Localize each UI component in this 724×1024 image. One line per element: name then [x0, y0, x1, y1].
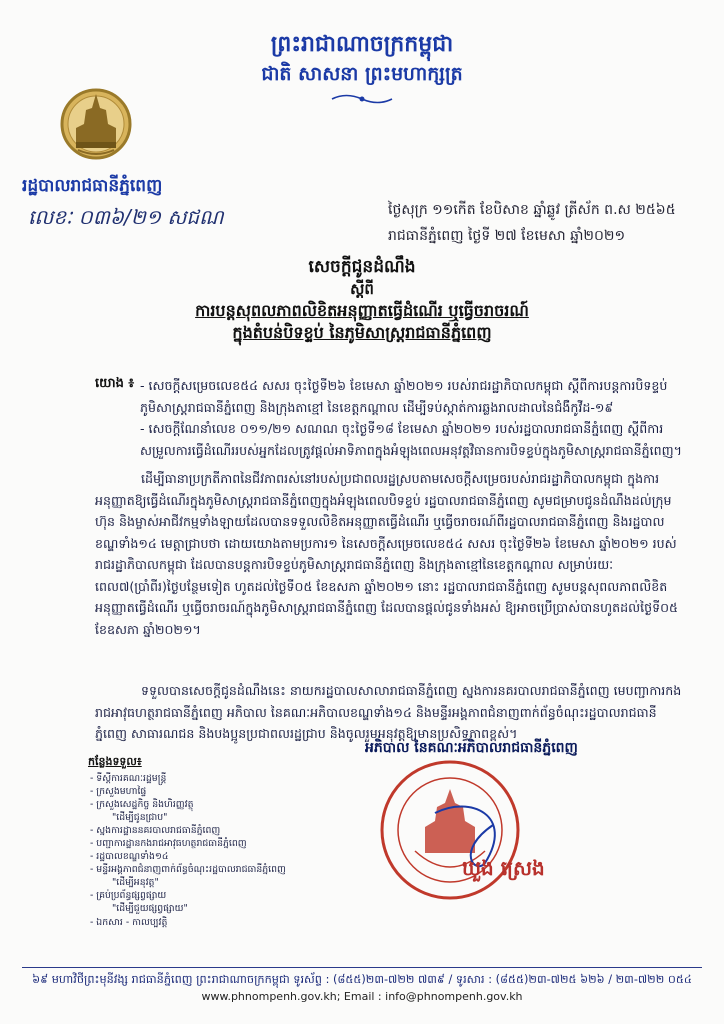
- footer-divider: [22, 967, 702, 968]
- recipient-item: - ទីស្តីការគណៈរដ្ឋមន្ត្រី: [90, 773, 167, 784]
- city-emblem: [58, 80, 134, 168]
- national-motto: ជាតិ សាសនា ព្រះមហាក្សត្រ: [261, 63, 463, 85]
- solar-date: រាជធានីភ្នំពេញ ថ្ងៃទី ២៧ ខែមេសា ឆ្នាំ២០២១: [388, 228, 626, 244]
- reference-number: លេខៈ ០៣៦/២១ សជណ: [28, 205, 224, 229]
- recipient-item: - មន្ទីរអង្គភាពជំនាញពាក់ព័ន្ធចំណុះរដ្ឋបាលរាជធានីភ្នំពេញ: [90, 864, 286, 876]
- references-label: យោង ៖: [95, 376, 135, 391]
- recipient-item: - ស្នងការដ្ឋាននគរបាលរាជធានីភ្នំពេញ: [90, 825, 221, 837]
- notice-subject-label: ស្តីពី: [350, 280, 374, 298]
- lunar-date: ថ្ងៃសុក្រ ១១កើត ខែបិសាខ ឆ្នាំឆ្លូវ ត្រីស័ក ព.ស ២៥៦៥: [388, 202, 676, 218]
- recipient-item: - ឯកសារ - កាលប្បវត្តិ: [90, 916, 168, 928]
- ornament-divider: [330, 92, 394, 106]
- footer-address: ៦៩ មហាវិថីព្រះមុនីវង្ស រាជធានីភ្នំពេញ ព្រះរាជាណាចក្រកម្ពុជា ទូរស័ព្ទ : (៨៥៥)២៣-៧២២ ៧៣៩ / ទូរសារ : (៨៥៥)២៣-៧២៥ ៦២៦ / ២៣-៧២២ ០៥៤: [32, 973, 692, 986]
- recipient-item: "ដើម្បីជួយផ្សព្វផ្សាយ": [112, 903, 188, 915]
- recipients-list: [90, 772, 286, 929]
- notice-subject-line-1: ការបន្តសុពលភាពលិខិតអនុញ្ញាតធ្វើដំណើរ ឬធ្វើចរាចរណ៍: [195, 301, 529, 320]
- reference-item: - សេចក្តីណែនាំលេខ ០១១/២១ សណណ ចុះថ្ងៃទី១៨ ខែមេសា ឆ្នាំ២០២១ របស់រដ្ឋបាលរាជធានីភ្នំពេញ ស្តីពីការសម្រួលការធ្វើដំណើររបស់អ្នកដែលត្រូវផ្តល់អាទិភាពក្នុងអំឡុងពេលអនុវត្តវិធានការបិទខ្ទប់ក្នុងភូមិសាស្ត្ររាជធានីភ្នំពេញ។: [140, 421, 682, 458]
- recipient-item: - គ្រប់ប្រព័ន្ធផ្សព្វផ្សាយ: [90, 890, 167, 902]
- body-paragraph: ទទួលបានសេចក្តីជូនដំណឹងនេះ នាយករដ្ឋបាលសាលារាជធានីភ្នំពេញ ស្នងការនគរបាលរាជធានីភ្នំពេញ មេបញ្ជាការកងរាជអាវុធហត្ថរាជធានីភ្នំពេញ អភិបាល នៃគណៈអភិបាលខណ្ឌទាំង១៤ និងមន្ទីរអង្គភាពជំនាញពាក់ព័ន្ធចំណុះរដ្ឋបាលរាជធានីភ្នំពេញ សាធារណជន និងបងប្អូនប្រជាពលរដ្ឋជ្រាប និងចូលរួមអនុវត្តឱ្យមានប្រសិទ្ធភាពខ្ពស់។: [95, 683, 682, 741]
- recipient-item: - ក្រសួងមហាផ្ទៃ: [90, 786, 147, 798]
- signatory-name: ឃួង ស្រេង: [462, 856, 545, 880]
- notice-title: សេចក្តីជូនដំណឹង: [308, 257, 416, 277]
- recipient-item: "ដើម្បីជូនជ្រាប": [112, 812, 168, 824]
- signatory-title: អភិបាល នៃគណៈអភិបាលរាជធានីភ្នំពេញ: [365, 740, 578, 756]
- recipient-item: - រដ្ឋបាលខណ្ឌទាំង១៤: [90, 851, 169, 863]
- footer-contact: www.phnompenh.gov.kh; Email : info@phnompenh.gov.kh: [201, 990, 523, 1003]
- notice-subject-line-2: ក្នុងតំបន់បិទខ្ទប់ នៃភូមិសាស្ត្ររាជធានីភ្នំពេញ: [232, 323, 492, 342]
- reference-item: - សេចក្តីសម្រេចលេខ៥៤ សសរ ចុះថ្ងៃទី២៦ ខែមេសា ឆ្នាំ២០២១ របស់រាជរដ្ឋាភិបាលកម្ពុជា ស្តីពីការបន្តការបិទខ្ទប់ភូមិសាស្ត្ររាជធានីភ្នំពេញ និងក្រុងតាខ្មៅ នៃខេត្តកណ្តាល ដើម្បីទប់ស្កាត់ការឆ្លងរាលដាលនៃជំងឺកូវីដ-១៩: [140, 378, 668, 415]
- recipient-item: - បញ្ជាការដ្ឋានកងរាជអាវុធហត្ថរាជធានីភ្នំពេញ: [90, 838, 247, 850]
- recipient-item: - ក្រសួងសេដ្ឋកិច្ច និងហិរញ្ញវត្ថុ: [90, 799, 194, 811]
- issuing-office: រដ្ឋបាលរាជធានីភ្នំពេញ: [22, 176, 163, 196]
- recipients-title: កន្លែងទទួល៖: [88, 755, 142, 768]
- recipient-item: "ដើម្បីអនុវត្ត": [112, 877, 159, 889]
- kingdom-header: ព្រះរាជាណាចក្រកម្ពុជា: [270, 32, 454, 57]
- body-paragraph: ដើម្បីធានាប្រក្រតីភាពនៃជីវភាពរស់នៅរបស់ប្រជាពលរដ្ឋស្របតាមសេចក្តីសម្រេចរបស់រាជរដ្ឋាភិបាលកម្ពុជា ក្នុងការអនុញ្ញាតឱ្យធ្វើដំណើរក្នុងភូមិសាស្ត្ររាជធានីភ្នំពេញក្នុងអំឡុងពេលបិទខ្ទប់ រដ្ឋបាលរាជធានីភ្នំពេញ សូមជម្រាបជូនដំណឹងដល់ក្រុមហ៊ុន និងម្ចាស់អាជីវកម្មទាំងឡាយដែលបានទទួលលិខិតអនុញ្ញាតធ្វើដំណើរ ឬធ្វើចរាចរណ៍ពីរដ្ឋបាលរាជធានីភ្នំពេញ និងរដ្ឋបាលខណ្ឌទាំង១៤ មេត្តាជ្រាបថា ដោយយោងតាមប្រការ១ នៃសេចក្តីសម្រេចលេខ៥៤ សសរ ចុះថ្ងៃទី២៦ ខែមេសា ឆ្នាំ២០២១ របស់រាជរដ្ឋាភិបាលកម្ពុជា ដែលបានបន្តការបិទខ្ទប់ភូមិសាស្ត្ររាជធានីភ្នំពេញ និងក្រុងតាខ្មៅនៃខេត្តកណ្តាល សម្រាប់រយៈពេល៧(ប្រាំពីរ)ថ្ងៃបន្ថែមទៀត ហូតដល់ថ្ងៃទី០៥ ខែឧសភា ឆ្នាំ២០២១ នោះ រដ្ឋបាលរាជធានីភ្នំពេញ សូមបន្តសុពលភាពលិខិតអនុញ្ញាតធ្វើដំណើរ ឬធ្វើចរាចរណ៍ក្នុងភូមិសាស្ត្ររាជធានីភ្នំពេញ ដែលបានផ្តល់ជូនទាំងអស់ ឱ្យអាចប្រើប្រាស់បានហូតដល់ថ្ងៃទី០៥ ខែឧសភា ឆ្នាំ២០២១។: [95, 471, 678, 637]
